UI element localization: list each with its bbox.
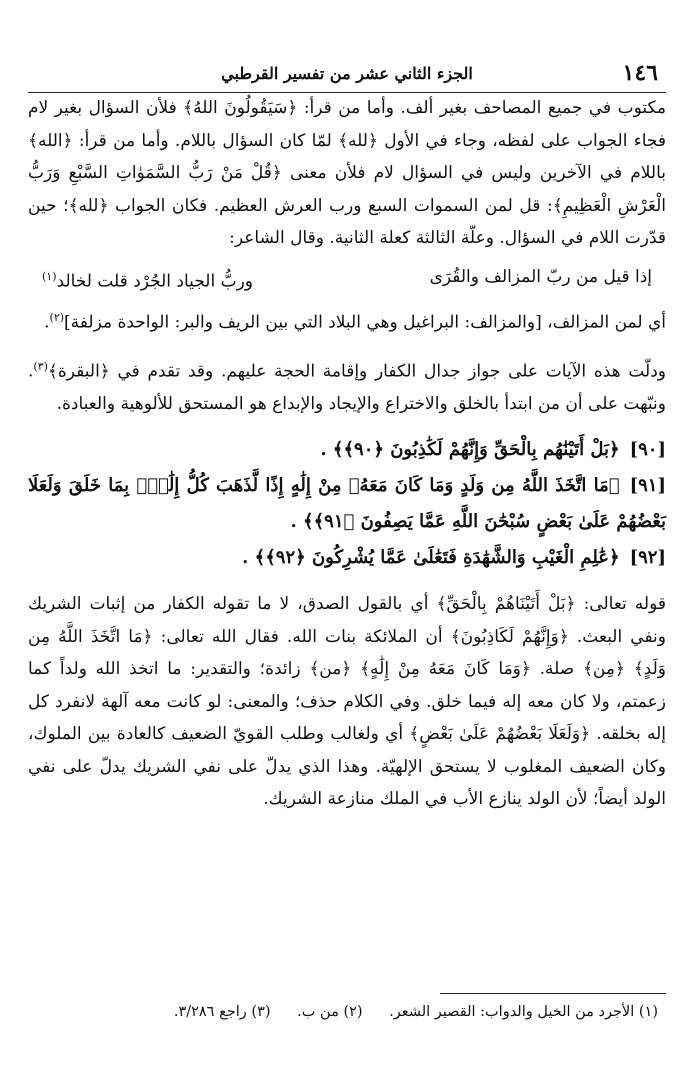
page-body — [28, 92, 666, 816]
paragraph-end: . — [44, 312, 50, 333]
ayah-text: ﴿بَلْ أَتَيْنَٰهُم بِالْحَقِّ وَإِنَّهُمْ لَكَٰذِبُونَ ﴿٩٠﴾﴾ . — [320, 439, 620, 461]
ayah-text: ﴿مَا اتَّخَذَ اللَّهُ مِن وَلَدٍ وَمَا كَانَ مَعَهُۥ مِنْ إِلَٰهٍ إِذًا لَّذَهَبَ كُلُّ إِلَٰهٍۭ بِمَا خَلَقَ وَلَعَلَا بَعْضُهُمْ عَلَىٰ بَعْضٍ سُبْحَٰنَ اللَّهِ عَمَّا يَصِفُونَ ﴿٩١﴾﴾ . — [28, 475, 666, 533]
ayah — [28, 432, 666, 468]
spacer — [28, 576, 666, 588]
paragraph — [28, 302, 666, 339]
paragraph-text: ودلّت هذه الآيات على جواز جدال الكفار وإقامة الحجة عليهم. وقد تقدم في ﴿البقرة﴾ — [47, 361, 666, 382]
page-header — [28, 60, 666, 92]
ayah — [28, 468, 666, 540]
paragraph-text: أي لمن المزالف، [والمزالف: البراغيل وهي البلاد التي بين الريف والبر: الواحدة مزلفة] — [64, 312, 666, 333]
poetry-first-hemistich: إذا قيل من ربّ المزالف والقُرَى — [429, 266, 652, 287]
paragraph: مكتوب في جميع المصاحف بغير ألف. وأما من قرأ: ﴿سَيَقُولُونَ اللهُ﴾ فلأن السؤال بغير لام فجاء الجواب على لفظه، وجاء في الأول ﴿لله﴾ لمّا كان السؤال باللام. وأما من قرأ: ﴿الله﴾ باللام في الآخرين وليس في السؤال لام فلأن معنى ﴿قُلْ مَنْ رَبُّ السَّمَوٰاتِ السَّبْعِ وَرَبُّ الْعَرْشِ الْعَظِيمِ﴾: قل لمن السموات السبع ورب العرش العظيم. فكان الجواب ﴿لله﴾؛ حين قدّرت اللام في السؤال. وعلّة الثالثة كعلة الثانية. وقال الشاعر: — [28, 98, 666, 248]
spacer — [28, 420, 666, 432]
footnote-rule — [440, 993, 666, 994]
ayah-number: [٩٢] — [629, 547, 666, 569]
footnote: (٢) من ب. — [297, 1004, 363, 1020]
ayah-number: [٩١] — [629, 475, 666, 497]
spacer — [28, 339, 666, 351]
commentary-paragraph: قوله تعالى: ﴿بَلْ أَتَيْنَاهُمْ بِالْحَقِّ﴾ أي بالقول الصدق، لا ما تقوله الكفار من إثبات الشريك ونفي البعث. ﴿وَإِنَّهُمْ لَكَاذِبُونَ﴾ أن الملائكة بنات الله. فقال الله تعالى: ﴿مَا اتَّخَذَ اللَّهُ مِن وَلَدٍ﴾ ﴿مِن﴾ صلة. ﴿وَمَا كَانَ مَعَهُ مِنْ إِلَٰهٍ﴾ ﴿من﴾ زائدة؛ والتقدير: ما اتخذ الله ولداً كما زعمتم، ولا كان معه إله فيما خلق. وفي الكلام حذف؛ والمعنى: لو كانت معه آلهة لانفرد كل إله بخلقه. ﴿وَلَعَلَا بَعْضُهُمْ عَلَىٰ بَعْضٍ﴾ أي ولغالب وطلب القويّ الضعيف كالعادة بين الملوك، وكان الضعيف المغلوب لا يستحق الإلهيّة. وهذا الذي يدلّ على نفي الشريك يدلّ على نفي الولد أيضاً؛ لأن الولد ينازع الأب في الملك منازعة الشريك. — [28, 594, 666, 810]
footnote: (٣) راجع ٣/٢٨٦. — [173, 1004, 271, 1020]
footnote-reference: (٢) — [49, 310, 65, 324]
footnote-reference: (١) — [42, 269, 57, 283]
poetry-second-text: وربُّ الجياد الجُرْد قلت لخالد — [56, 271, 254, 292]
ayah-text: ﴿عَٰلِمِ الْغَيْبِ وَالشَّهَٰدَةِ فَتَعَٰلَىٰ عَمَّا يُشْرِكُونَ ﴿٩٢﴾﴾ . — [242, 547, 620, 569]
poetry-verse — [28, 261, 666, 298]
running-title: الجزء الثاني عشر من تفسير القرطبي — [221, 64, 473, 83]
paragraph-text: . ونبّهت على أن من ابتدأ بالخلق والاختراع والإيجاد والإبداع هو المستحق للألوهية والعبادة. — [28, 361, 666, 414]
poetry-second-hemistich — [42, 261, 253, 298]
footnotes — [28, 1004, 658, 1020]
page-number: ١٤٦ — [622, 60, 658, 86]
footnote-reference: (٣) — [33, 359, 48, 373]
ayah-number: [٩٠] — [629, 439, 666, 461]
ayah — [28, 540, 666, 576]
paragraph — [28, 351, 666, 421]
footnote: (١) الأجرد من الخيل والدواب: القصير الشعر. — [389, 1004, 658, 1020]
